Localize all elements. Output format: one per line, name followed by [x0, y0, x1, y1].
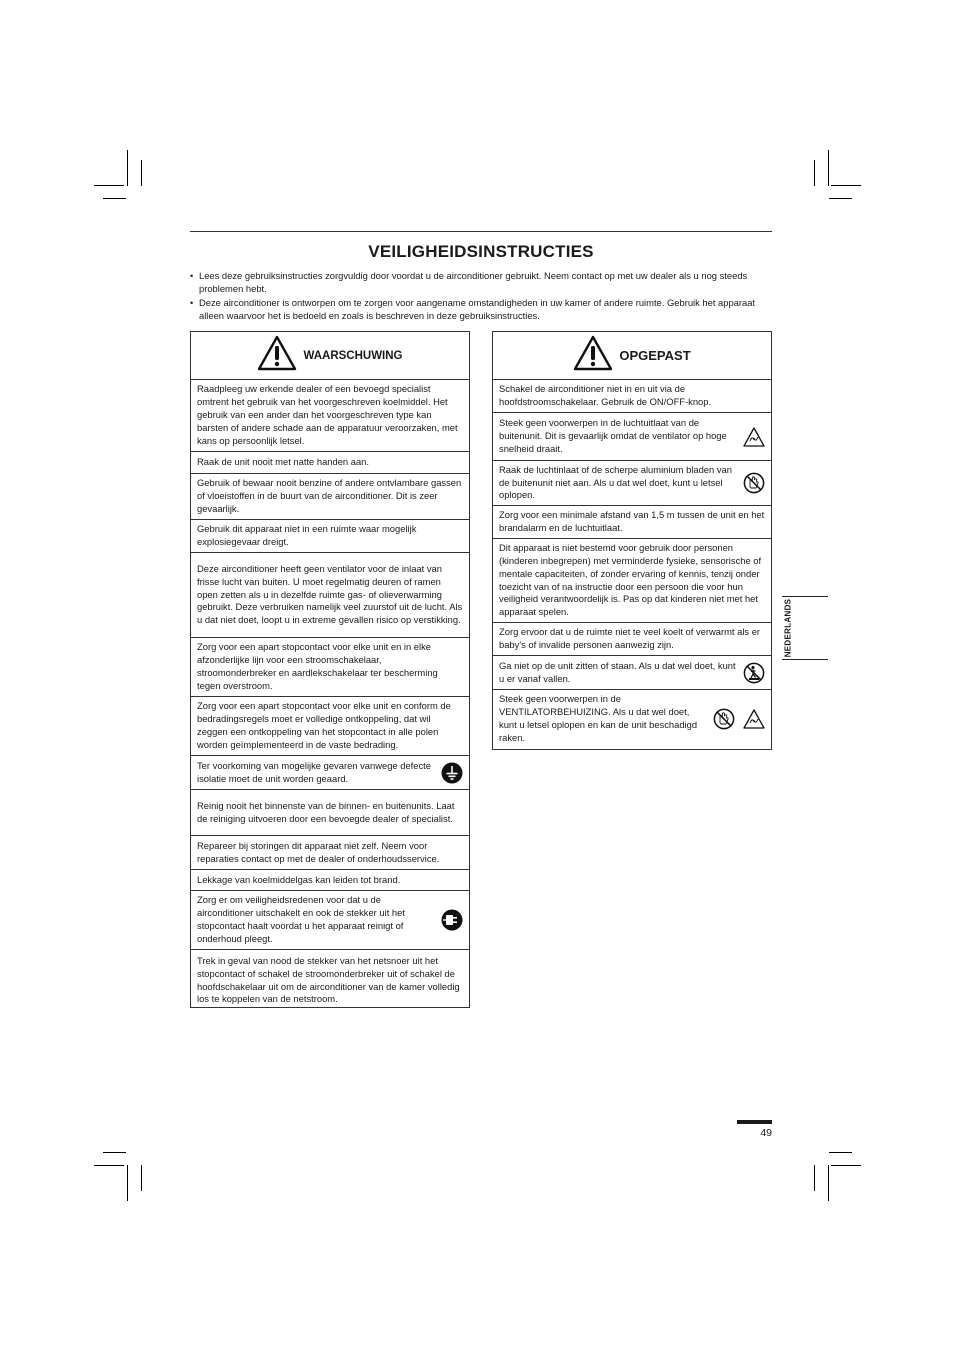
warning-item-text: Zorg voor een apart stopcontact voor elke unit en conform de bedradingsregels moet er volledige ontkoppeling, dat wil zeggen een ontkoppeling van het stopcontact in alle polen worden geïmplementeerd in de vaste bedrading.	[197, 700, 451, 750]
icon-group	[441, 762, 463, 784]
crop-mark	[831, 1165, 861, 1166]
caution-item-text: Dit apparaat is niet bestemd voor gebruik door personen (kinderen inbegrepen) met verminderde fysieke, sensorische of mentale capaciteiten, of zonder ervaring of kennis, tenzij onder toezicht van of na instructie door een persoon die voor hun veiligheid verantwoordelijk is. Pas op dat kinderen niet met het apparaat spelen.	[499, 541, 762, 618]
warning-item-text: Lekkage van koelmiddelgas kan leiden tot brand.	[197, 873, 401, 885]
warning-item-text: Zorg er om veiligheidsredenen voor dat u de airconditioner uitschakelt en ook de stekker uit het stopcontact haalt voordat u het apparaat reinigt of onderhoud pleegt.	[197, 894, 405, 944]
icon-group	[743, 662, 765, 684]
warning-item-text: Zorg voor een apart stopcontact voor elke unit en in elke afzonderlijke lijn voor een stroomschakelaar, stroomonderbreker en aardlekschakelaar ter bescherming tegen overstroom.	[197, 641, 438, 691]
icon-group	[743, 472, 765, 494]
caution-item-text: Schakel de airconditioner niet in en uit via de hoofdstroomschakelaar. Gebruik de ON/OFF-knop.	[499, 383, 712, 407]
warning-item	[191, 836, 469, 870]
warning-item	[191, 380, 469, 452]
warning-item-text: Ter voorkoming van mogelijke gevaren vanwege defecte isolatie moet de unit worden geaard.	[197, 759, 431, 784]
language-tab	[782, 596, 828, 660]
crop-mark	[141, 160, 142, 186]
crop-mark	[127, 1165, 128, 1201]
caution-item	[493, 623, 771, 656]
caution-item	[493, 539, 771, 623]
warning-item	[191, 697, 469, 756]
bullet: •	[190, 296, 194, 308]
warning-box	[190, 331, 470, 1008]
caution-item-text: Ga niet op de unit zitten of staan. Als u dat wel doet, kunt u er vanaf vallen.	[499, 659, 736, 684]
crop-mark	[829, 1152, 852, 1153]
caution-item	[493, 413, 771, 461]
warning-item	[191, 870, 469, 891]
no-touch-icon	[743, 472, 765, 494]
caution-item	[493, 506, 771, 539]
icon-group	[441, 909, 463, 931]
caution-hazard-icon	[743, 427, 765, 447]
warning-item	[191, 474, 469, 520]
no-touch-icon	[713, 708, 735, 730]
warning-item-text: Reinig nooit het binnenste van de binnen- en buitenunits. Laat de reiniging uitvoeren door een bevoegde dealer of specialist.	[197, 799, 455, 824]
warning-item-text: Trek in geval van nood de stekker van het netsnoer uit het stopcontact of schakel de stroomonderbreker uit of schakel de hoofdschakelaar uit om de airconditioner van de kamer volledig los te koppelen van de netstroom.	[197, 954, 460, 1005]
page-number: 49	[760, 1127, 772, 1139]
crop-mark	[814, 160, 815, 186]
caution-item-text: Zorg ervoor dat u de ruimte niet te veel koelt of verwarmt als er baby's of invalide personen aanwezig zijn.	[499, 626, 761, 650]
warning-item-text: Repareer bij storingen dit apparaat niet zelf. Neem voor reparaties contact op met de dealer of onderhoudsservice.	[197, 839, 440, 864]
caution-item-text: Raak de luchtinlaat of de scherpe aluminium bladen van de buitenunit niet aan. Als u dat wel doet, kunt u letsel oplopen.	[499, 463, 732, 501]
caution-item	[493, 656, 771, 690]
warning-item-text: Raadpleeg uw erkende dealer of een bevoegd specialist omtrent het gebruik van het voorgeschreven koelmiddel. Het gebruik van een ander dan het voorgeschreven type kan barsten of andere schade aan de apparatuur veroorzaken, met kans op persoonlijk letsel.	[197, 383, 458, 446]
caution-item	[493, 461, 771, 506]
intro-item: • Deze airconditioner is ontworpen om te zorgen voor aangename omstandigheden in uw kamer of andere ruimte. Gebruik het apparaat alleen waarvoor het is bedoeld en zoals is beschreven in deze gebruiksinstructies.	[190, 296, 756, 321]
language-label: NEDERLANDS	[783, 598, 793, 658]
crop-mark	[94, 185, 124, 186]
crop-mark	[828, 1165, 829, 1201]
unplug-icon	[441, 909, 463, 931]
warning-header	[191, 332, 469, 380]
caution-item-text: Steek geen voorwerpen in de luchtuitlaat van de buitenunit. Dit is gevaarlijk omdat de ventilator op hoge snelheid draait.	[499, 417, 727, 454]
icon-group	[743, 427, 765, 447]
crop-mark	[141, 1165, 142, 1191]
warning-item	[191, 553, 469, 638]
crop-mark	[103, 198, 126, 199]
warning-item	[191, 756, 469, 790]
warning-triangle-icon	[573, 335, 613, 376]
crop-mark	[94, 1165, 124, 1166]
crop-mark	[831, 185, 861, 186]
header-rule	[190, 231, 772, 232]
warning-item-text: Gebruik dit apparaat niet in een ruimte waar mogelijk explosiegevaar dreigt.	[197, 523, 417, 547]
caution-item-text: Steek geen voorwerpen in de VENTILATORBEHUIZING. Als u dat wel doet, kunt u letsel oplopen en kan de unit beschadigd raken.	[499, 693, 698, 743]
bullet: •	[190, 270, 194, 281]
crop-mark	[127, 150, 128, 186]
caution-item	[493, 380, 771, 413]
caution-box	[492, 331, 772, 750]
warning-item	[191, 638, 469, 697]
crop-mark	[828, 150, 829, 186]
warning-item-text: Deze airconditioner heeft geen ventilator voor de inlaat van frisse lucht van buiten. U moet regelmatig deuren of ramen open zetten als u in dezelfde ruimte gas- of olieverwarming gebruikt. Deze verbruiken namelijk veel zuurstof uit de lucht. Als u dat niet doet, loopt u in extreme gevallen risico op verstikking.	[197, 562, 463, 626]
caution-header	[493, 332, 771, 380]
ground-icon	[441, 762, 463, 784]
caution-list	[493, 380, 771, 748]
caution-item-text: Zorg voor een minimale afstand van 1,5 m tussen de unit en het brandalarm en de luchtuitlaat.	[499, 509, 765, 533]
page-number-bar	[737, 1120, 772, 1124]
warning-triangle-icon	[257, 335, 297, 376]
page-title: VEILIGHEIDSINSTRUCTIES	[368, 242, 594, 261]
icon-group	[713, 708, 765, 730]
crop-mark	[103, 1152, 126, 1153]
no-stand-icon	[743, 662, 765, 684]
caution-item	[493, 690, 771, 748]
warning-heading: WAARSCHUWING	[303, 349, 403, 362]
warning-item	[191, 452, 469, 474]
caution-hazard-icon	[743, 709, 765, 729]
warning-item	[191, 891, 469, 950]
crop-mark	[829, 198, 852, 199]
warning-item	[191, 790, 469, 836]
warning-item-text: Raak de unit nooit met natte handen aan.	[197, 456, 370, 468]
crop-mark	[814, 1165, 815, 1191]
intro-item: • Lees deze gebruiksinstructies zorgvuldig door voordat u de airconditioner gebruikt. Neem contact op met uw dealer als u nog steeds problemen hebt.	[190, 270, 748, 294]
warning-item	[191, 520, 469, 553]
warning-list	[191, 380, 469, 1011]
warning-item	[191, 950, 469, 1011]
intro-list	[190, 269, 770, 322]
warning-item-text: Gebruik of bewaar nooit benzine of andere ontvlambare gassen of vloeistoffen in de buurt van de airconditioner. Dit is zeer gevaarlijk.	[197, 477, 462, 514]
caution-heading: OPGEPAST	[619, 348, 691, 363]
